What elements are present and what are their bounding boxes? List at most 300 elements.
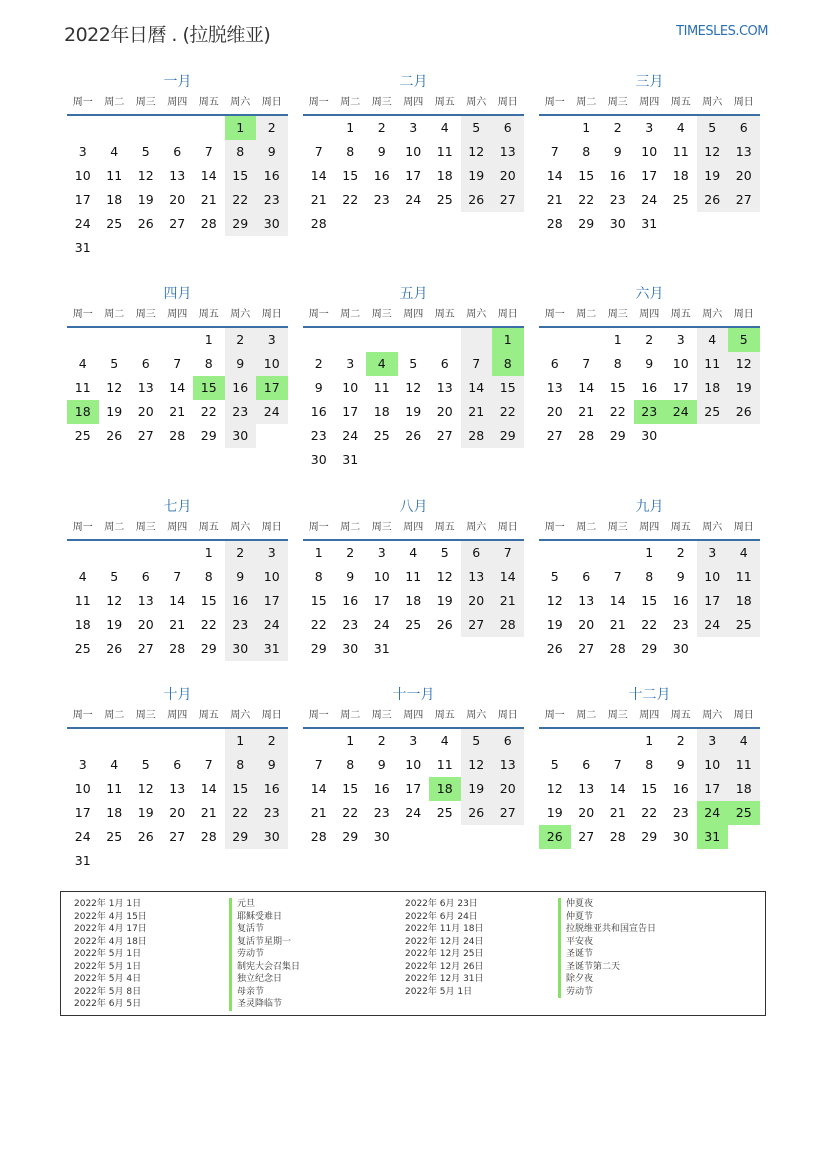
day-cell[interactable]: 28 [609, 829, 626, 844]
day-cell[interactable]: 27 [578, 829, 595, 844]
day-cell[interactable]: 14 [546, 168, 563, 183]
day-cell[interactable]: 2 [225, 328, 257, 352]
day-cell[interactable]: 27 [137, 428, 154, 443]
day-cell[interactable]: 5 [697, 116, 729, 140]
day-cell[interactable]: 16 [672, 593, 689, 608]
day-cell[interactable]: 3 [409, 733, 418, 748]
day-cell[interactable]: 18 [405, 593, 422, 608]
day-cell[interactable]: 29 [225, 212, 257, 236]
day-cell[interactable]: 28 [310, 829, 327, 844]
day-cell[interactable]: 17 [373, 593, 390, 608]
day-cell[interactable]: 2 [346, 545, 355, 560]
day-cell[interactable]: 21 [200, 805, 217, 820]
day-cell[interactable]: 29 [200, 428, 217, 443]
day-cell[interactable]: 27 [436, 428, 453, 443]
day-cell[interactable]: 28 [169, 428, 186, 443]
day-cell[interactable]: 11 [697, 352, 729, 376]
day-cell[interactable]: 23 [256, 188, 288, 212]
day-cell[interactable]: 21 [200, 192, 217, 207]
day-cell[interactable]: 22 [342, 192, 359, 207]
day-cell[interactable]: 19 [137, 192, 154, 207]
day-cell[interactable]: 24 [665, 400, 697, 424]
day-cell[interactable]: 11 [373, 380, 390, 395]
day-cell[interactable]: 2 [613, 120, 622, 135]
day-cell[interactable]: 9 [377, 144, 386, 159]
day-cell[interactable]: 24 [74, 216, 91, 231]
day-cell[interactable]: 31 [641, 216, 658, 231]
day-cell[interactable]: 24 [641, 192, 658, 207]
day-cell[interactable]: 24 [256, 613, 288, 637]
day-cell[interactable]: 12 [697, 140, 729, 164]
day-cell[interactable]: 5 [550, 757, 559, 772]
day-cell[interactable]: 19 [697, 164, 729, 188]
day-cell[interactable]: 19 [461, 164, 493, 188]
day-cell[interactable]: 9 [645, 356, 654, 371]
day-cell[interactable]: 25 [728, 801, 760, 825]
day-cell[interactable]: 21 [461, 400, 493, 424]
day-cell[interactable]: 20 [492, 164, 524, 188]
day-cell[interactable]: 22 [342, 805, 359, 820]
day-cell[interactable]: 10 [405, 144, 422, 159]
day-cell[interactable]: 10 [672, 356, 689, 371]
day-cell[interactable]: 7 [173, 569, 182, 584]
day-cell[interactable]: 13 [728, 140, 760, 164]
day-cell[interactable]: 7 [204, 757, 213, 772]
day-cell[interactable]: 6 [440, 356, 449, 371]
day-cell[interactable]: 15 [310, 593, 327, 608]
day-cell[interactable]: 17 [256, 589, 288, 613]
day-cell[interactable]: 6 [141, 569, 150, 584]
day-cell[interactable]: 12 [106, 593, 123, 608]
day-cell[interactable]: 4 [440, 120, 449, 135]
day-cell[interactable]: 11 [728, 565, 760, 589]
day-cell[interactable]: 25 [106, 829, 123, 844]
day-cell[interactable]: 3 [409, 120, 418, 135]
day-cell[interactable]: 6 [550, 356, 559, 371]
day-cell[interactable]: 5 [440, 545, 449, 560]
day-cell[interactable]: 11 [74, 593, 91, 608]
day-cell[interactable]: 2 [676, 733, 685, 748]
day-cell[interactable]: 13 [169, 781, 186, 796]
day-cell[interactable]: 16 [373, 168, 390, 183]
day-cell[interactable]: 29 [578, 216, 595, 231]
day-cell[interactable]: 7 [492, 541, 524, 565]
day-cell[interactable]: 13 [436, 380, 453, 395]
day-cell[interactable]: 9 [225, 352, 257, 376]
day-cell[interactable]: 15 [225, 777, 257, 801]
day-cell[interactable]: 13 [492, 140, 524, 164]
day-cell[interactable]: 30 [641, 428, 658, 443]
day-cell[interactable]: 16 [225, 376, 257, 400]
day-cell[interactable]: 7 [314, 144, 323, 159]
day-cell[interactable]: 12 [546, 593, 563, 608]
day-cell[interactable]: 7 [613, 569, 622, 584]
day-cell[interactable]: 6 [582, 569, 591, 584]
day-cell[interactable]: 11 [405, 569, 422, 584]
day-cell[interactable]: 23 [310, 428, 327, 443]
day-cell[interactable]: 31 [256, 637, 288, 661]
day-cell[interactable]: 23 [225, 613, 257, 637]
day-cell[interactable]: 30 [373, 829, 390, 844]
day-cell[interactable]: 1 [645, 733, 654, 748]
day-cell[interactable]: 31 [74, 240, 91, 255]
day-cell[interactable]: 26 [697, 188, 729, 212]
day-cell[interactable]: 16 [609, 168, 626, 183]
day-cell[interactable]: 26 [461, 188, 493, 212]
day-cell[interactable]: 1 [204, 545, 213, 560]
day-cell[interactable]: 28 [169, 641, 186, 656]
day-cell[interactable]: 11 [728, 753, 760, 777]
day-cell[interactable]: 15 [641, 781, 658, 796]
day-cell[interactable]: 8 [346, 144, 355, 159]
day-cell[interactable]: 21 [609, 805, 626, 820]
day-cell[interactable]: 14 [578, 380, 595, 395]
day-cell[interactable]: 18 [672, 168, 689, 183]
day-cell[interactable]: 18 [697, 376, 729, 400]
day-cell[interactable]: 1 [346, 120, 355, 135]
day-cell[interactable]: 14 [609, 781, 626, 796]
day-cell[interactable]: 29 [225, 825, 257, 849]
day-cell[interactable]: 5 [141, 144, 150, 159]
day-cell[interactable]: 3 [377, 545, 386, 560]
day-cell[interactable]: 9 [256, 140, 288, 164]
day-cell[interactable]: 12 [137, 781, 154, 796]
day-cell[interactable]: 19 [461, 777, 493, 801]
day-cell[interactable]: 16 [672, 781, 689, 796]
day-cell[interactable]: 29 [609, 428, 626, 443]
day-cell[interactable]: 11 [74, 380, 91, 395]
day-cell[interactable]: 21 [169, 617, 186, 632]
day-cell[interactable]: 19 [106, 404, 123, 419]
day-cell[interactable]: 21 [310, 805, 327, 820]
day-cell[interactable]: 6 [492, 729, 524, 753]
day-cell[interactable]: 10 [405, 757, 422, 772]
day-cell[interactable]: 4 [110, 757, 119, 772]
day-cell[interactable]: 21 [609, 617, 626, 632]
day-cell[interactable]: 27 [578, 641, 595, 656]
day-cell[interactable]: 9 [314, 380, 323, 395]
day-cell[interactable]: 28 [546, 216, 563, 231]
day-cell[interactable]: 23 [672, 617, 689, 632]
day-cell[interactable]: 21 [578, 404, 595, 419]
day-cell[interactable]: 1 [204, 332, 213, 347]
day-cell[interactable]: 15 [193, 376, 225, 400]
day-cell[interactable]: 30 [609, 216, 626, 231]
day-cell[interactable]: 4 [110, 144, 119, 159]
day-cell[interactable]: 26 [137, 216, 154, 231]
day-cell[interactable]: 4 [676, 120, 685, 135]
day-cell[interactable]: 29 [492, 424, 524, 448]
day-cell[interactable]: 4 [697, 328, 729, 352]
day-cell[interactable]: 22 [310, 617, 327, 632]
day-cell[interactable]: 10 [342, 380, 359, 395]
day-cell[interactable]: 2 [225, 541, 257, 565]
day-cell[interactable]: 16 [641, 380, 658, 395]
day-cell[interactable]: 30 [256, 825, 288, 849]
day-cell[interactable]: 24 [373, 617, 390, 632]
day-cell[interactable]: 2 [377, 120, 386, 135]
day-cell[interactable]: 19 [137, 805, 154, 820]
day-cell[interactable]: 28 [310, 216, 327, 231]
day-cell[interactable]: 17 [697, 589, 729, 613]
day-cell[interactable]: 14 [169, 380, 186, 395]
day-cell[interactable]: 17 [672, 380, 689, 395]
day-cell[interactable]: 2 [645, 332, 654, 347]
day-cell[interactable]: 18 [728, 777, 760, 801]
day-cell[interactable]: 28 [200, 216, 217, 231]
day-cell[interactable]: 17 [256, 376, 288, 400]
day-cell[interactable]: 14 [609, 593, 626, 608]
day-cell[interactable]: 9 [676, 569, 685, 584]
day-cell[interactable]: 4 [366, 352, 398, 376]
day-cell[interactable]: 13 [169, 168, 186, 183]
day-cell[interactable]: 1 [346, 733, 355, 748]
day-cell[interactable]: 15 [492, 376, 524, 400]
day-cell[interactable]: 23 [373, 805, 390, 820]
day-cell[interactable]: 3 [676, 332, 685, 347]
day-cell[interactable]: 1 [582, 120, 591, 135]
day-cell[interactable]: 14 [200, 781, 217, 796]
day-cell[interactable]: 1 [225, 729, 257, 753]
day-cell[interactable]: 26 [436, 617, 453, 632]
day-cell[interactable]: 20 [492, 777, 524, 801]
day-cell[interactable]: 11 [436, 144, 453, 159]
day-cell[interactable]: 27 [137, 641, 154, 656]
day-cell[interactable]: 18 [74, 617, 91, 632]
day-cell[interactable]: 22 [225, 188, 257, 212]
site-link[interactable]: TIMESLES.COM [676, 24, 768, 39]
day-cell[interactable]: 3 [78, 144, 87, 159]
day-cell[interactable]: 18 [373, 404, 390, 419]
day-cell[interactable]: 13 [578, 593, 595, 608]
day-cell[interactable]: 17 [405, 168, 422, 183]
day-cell[interactable]: 14 [310, 781, 327, 796]
day-cell[interactable]: 30 [310, 452, 327, 467]
day-cell[interactable]: 5 [728, 328, 760, 352]
day-cell[interactable]: 10 [74, 168, 91, 183]
day-cell[interactable]: 19 [546, 805, 563, 820]
day-cell[interactable]: 26 [539, 825, 571, 849]
day-cell[interactable]: 1 [225, 116, 257, 140]
day-cell[interactable]: 26 [137, 829, 154, 844]
day-cell[interactable]: 24 [74, 829, 91, 844]
day-cell[interactable]: 15 [342, 168, 359, 183]
day-cell[interactable]: 22 [492, 400, 524, 424]
day-cell[interactable]: 20 [578, 617, 595, 632]
day-cell[interactable]: 16 [256, 164, 288, 188]
day-cell[interactable]: 23 [342, 617, 359, 632]
day-cell[interactable]: 4 [728, 729, 760, 753]
day-cell[interactable]: 4 [78, 356, 87, 371]
day-cell[interactable]: 24 [256, 400, 288, 424]
day-cell[interactable]: 24 [342, 428, 359, 443]
day-cell[interactable]: 16 [373, 781, 390, 796]
day-cell[interactable]: 29 [641, 829, 658, 844]
day-cell[interactable]: 13 [461, 565, 493, 589]
day-cell[interactable]: 17 [697, 777, 729, 801]
day-cell[interactable]: 25 [436, 192, 453, 207]
day-cell[interactable]: 30 [672, 829, 689, 844]
day-cell[interactable]: 28 [609, 641, 626, 656]
day-cell[interactable]: 30 [225, 637, 257, 661]
day-cell[interactable]: 3 [78, 757, 87, 772]
day-cell[interactable]: 20 [169, 192, 186, 207]
day-cell[interactable]: 19 [106, 617, 123, 632]
day-cell[interactable]: 6 [582, 757, 591, 772]
day-cell[interactable]: 12 [405, 380, 422, 395]
day-cell[interactable]: 13 [492, 753, 524, 777]
day-cell[interactable]: 7 [173, 356, 182, 371]
day-cell[interactable]: 7 [204, 144, 213, 159]
day-cell[interactable]: 25 [436, 805, 453, 820]
day-cell[interactable]: 15 [609, 380, 626, 395]
day-cell[interactable]: 11 [106, 168, 123, 183]
day-cell[interactable]: 19 [436, 593, 453, 608]
day-cell[interactable]: 28 [492, 613, 524, 637]
day-cell[interactable]: 13 [137, 593, 154, 608]
day-cell[interactable]: 27 [492, 801, 524, 825]
day-cell[interactable]: 25 [728, 613, 760, 637]
day-cell[interactable]: 18 [436, 168, 453, 183]
day-cell[interactable]: 20 [137, 617, 154, 632]
day-cell[interactable]: 16 [310, 404, 327, 419]
day-cell[interactable]: 23 [373, 192, 390, 207]
day-cell[interactable]: 20 [546, 404, 563, 419]
day-cell[interactable]: 9 [676, 757, 685, 772]
day-cell[interactable]: 17 [74, 192, 91, 207]
day-cell[interactable]: 26 [546, 641, 563, 656]
day-cell[interactable]: 3 [645, 120, 654, 135]
day-cell[interactable]: 20 [169, 805, 186, 820]
day-cell[interactable]: 6 [141, 356, 150, 371]
day-cell[interactable]: 2 [676, 545, 685, 560]
day-cell[interactable]: 23 [634, 400, 666, 424]
day-cell[interactable]: 27 [461, 613, 493, 637]
day-cell[interactable]: 26 [461, 801, 493, 825]
day-cell[interactable]: 4 [728, 541, 760, 565]
day-cell[interactable]: 3 [346, 356, 355, 371]
day-cell[interactable]: 12 [106, 380, 123, 395]
day-cell[interactable]: 6 [173, 144, 182, 159]
day-cell[interactable]: 6 [728, 116, 760, 140]
day-cell[interactable]: 22 [609, 404, 626, 419]
day-cell[interactable]: 22 [200, 404, 217, 419]
day-cell[interactable]: 17 [405, 781, 422, 796]
day-cell[interactable]: 14 [200, 168, 217, 183]
day-cell[interactable]: 20 [436, 404, 453, 419]
day-cell[interactable]: 13 [546, 380, 563, 395]
day-cell[interactable]: 9 [225, 565, 257, 589]
day-cell[interactable]: 10 [697, 565, 729, 589]
day-cell[interactable]: 8 [492, 352, 524, 376]
day-cell[interactable]: 29 [200, 641, 217, 656]
day-cell[interactable]: 31 [373, 641, 390, 656]
day-cell[interactable]: 11 [436, 757, 453, 772]
day-cell[interactable]: 8 [204, 569, 213, 584]
day-cell[interactable]: 20 [728, 164, 760, 188]
day-cell[interactable]: 28 [200, 829, 217, 844]
day-cell[interactable]: 16 [256, 777, 288, 801]
day-cell[interactable]: 3 [697, 541, 729, 565]
day-cell[interactable]: 4 [78, 569, 87, 584]
day-cell[interactable]: 9 [256, 753, 288, 777]
day-cell[interactable]: 20 [461, 589, 493, 613]
day-cell[interactable]: 2 [256, 729, 288, 753]
day-cell[interactable]: 13 [137, 380, 154, 395]
day-cell[interactable]: 26 [728, 400, 760, 424]
day-cell[interactable]: 8 [346, 757, 355, 772]
day-cell[interactable]: 30 [256, 212, 288, 236]
day-cell[interactable]: 13 [578, 781, 595, 796]
day-cell[interactable]: 8 [613, 356, 622, 371]
day-cell[interactable]: 26 [106, 428, 123, 443]
day-cell[interactable]: 12 [546, 781, 563, 796]
day-cell[interactable]: 27 [169, 216, 186, 231]
day-cell[interactable]: 20 [578, 805, 595, 820]
day-cell[interactable]: 7 [582, 356, 591, 371]
day-cell[interactable]: 1 [645, 545, 654, 560]
day-cell[interactable]: 27 [492, 188, 524, 212]
day-cell[interactable]: 7 [550, 144, 559, 159]
day-cell[interactable]: 25 [697, 400, 729, 424]
day-cell[interactable]: 2 [256, 116, 288, 140]
day-cell[interactable]: 30 [342, 641, 359, 656]
day-cell[interactable]: 14 [169, 593, 186, 608]
day-cell[interactable]: 7 [613, 757, 622, 772]
day-cell[interactable]: 25 [74, 641, 91, 656]
day-cell[interactable]: 8 [645, 569, 654, 584]
day-cell[interactable]: 18 [429, 777, 461, 801]
day-cell[interactable]: 10 [256, 352, 288, 376]
day-cell[interactable]: 23 [672, 805, 689, 820]
day-cell[interactable]: 12 [461, 753, 493, 777]
day-cell[interactable]: 17 [74, 805, 91, 820]
day-cell[interactable]: 8 [225, 753, 257, 777]
day-cell[interactable]: 18 [106, 192, 123, 207]
day-cell[interactable]: 29 [641, 641, 658, 656]
day-cell[interactable]: 28 [578, 428, 595, 443]
day-cell[interactable]: 18 [106, 805, 123, 820]
day-cell[interactable]: 5 [110, 356, 119, 371]
day-cell[interactable]: 2 [314, 356, 323, 371]
day-cell[interactable]: 3 [256, 328, 288, 352]
day-cell[interactable]: 30 [225, 424, 257, 448]
day-cell[interactable]: 31 [342, 452, 359, 467]
day-cell[interactable]: 31 [697, 825, 729, 849]
day-cell[interactable]: 22 [641, 805, 658, 820]
day-cell[interactable]: 9 [346, 569, 355, 584]
day-cell[interactable]: 9 [377, 757, 386, 772]
day-cell[interactable]: 8 [225, 140, 257, 164]
day-cell[interactable]: 17 [641, 168, 658, 183]
day-cell[interactable]: 6 [492, 116, 524, 140]
day-cell[interactable]: 7 [314, 757, 323, 772]
day-cell[interactable]: 18 [728, 589, 760, 613]
day-cell[interactable]: 3 [697, 729, 729, 753]
day-cell[interactable]: 10 [373, 569, 390, 584]
day-cell[interactable]: 29 [310, 641, 327, 656]
day-cell[interactable]: 20 [137, 404, 154, 419]
day-cell[interactable]: 12 [728, 352, 760, 376]
day-cell[interactable]: 8 [204, 356, 213, 371]
day-cell[interactable]: 4 [440, 733, 449, 748]
day-cell[interactable]: 29 [342, 829, 359, 844]
day-cell[interactable]: 21 [546, 192, 563, 207]
day-cell[interactable]: 21 [310, 192, 327, 207]
day-cell[interactable]: 15 [578, 168, 595, 183]
day-cell[interactable]: 27 [546, 428, 563, 443]
day-cell[interactable]: 9 [613, 144, 622, 159]
